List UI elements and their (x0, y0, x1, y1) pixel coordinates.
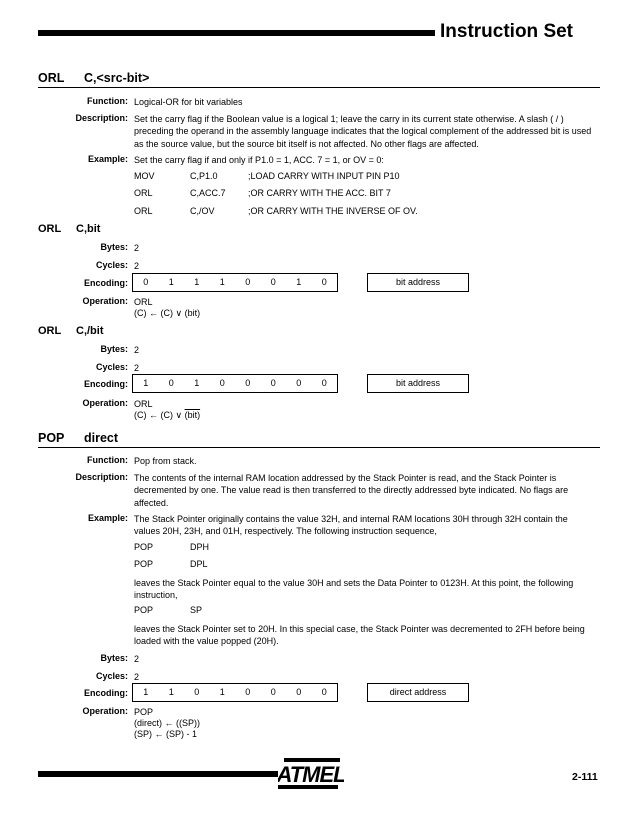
page-number: 2-111 (572, 771, 598, 783)
function-text: Logical-OR for bit variables (134, 97, 243, 107)
operation-line: POP (134, 707, 154, 717)
bytes-value: 2 (134, 345, 140, 355)
orl-bit-mnemonic: ORL (38, 223, 62, 235)
encoding-bit: 0 (168, 378, 174, 388)
encoding-bit: 0 (321, 277, 327, 287)
encoding-bit: 0 (296, 378, 302, 388)
description-label: Description: (75, 472, 128, 482)
header-rule (38, 30, 435, 36)
operation-line: (SP) ← (SP) - 1 (134, 729, 198, 739)
encoding-bit: 0 (321, 687, 327, 697)
code-args: C,ACC.7 (190, 188, 226, 198)
encoding-bit: 1 (296, 277, 302, 287)
orl-bit-operands: C,bit (76, 223, 101, 235)
code-args: DPH (190, 542, 210, 552)
footer-rule (38, 771, 278, 777)
code-args: DPL (190, 559, 208, 569)
operation-label: Operation: (82, 398, 128, 408)
encoding-bit: 0 (143, 277, 149, 287)
orl-nbit-operands: C,/bit (76, 325, 104, 337)
section-rule-orl (38, 87, 600, 88)
function-label: Function: (87, 96, 128, 106)
encoding-bit: 0 (245, 277, 251, 287)
example-text: Set the carry flag if and only if P1.0 = 1, ACC. 7 = 1, or OV = 0: (134, 155, 384, 165)
bytes-value: 2 (134, 243, 140, 253)
encoding-bits (132, 683, 338, 702)
operation-label: Operation: (82, 296, 128, 306)
example-text: The Stack Pointer originally contains the value 32H, and internal RAM locations 30H through 32H contain the values 20H, 23H, and 01H, respectively. The following instruction sequence, (134, 514, 568, 537)
operation-lhs: (C) ← (C) ∨ (134, 308, 185, 318)
code-op: POP (134, 605, 154, 615)
code-op: POP (134, 559, 154, 569)
code-comment: ;LOAD CARRY WITH INPUT PIN P10 (248, 171, 400, 181)
encoding-bit: 1 (168, 277, 174, 287)
orl-operands: C,<src-bit> (84, 71, 150, 85)
logo-text: ATMEL (278, 762, 344, 787)
code-op: POP (134, 542, 154, 552)
encoding-bit: 0 (194, 687, 200, 697)
example-label: Example: (87, 154, 128, 164)
operation-line (134, 307, 594, 319)
encoding-label: Encoding: (84, 688, 128, 698)
orl-mnemonic: ORL (38, 71, 65, 85)
cycles-label: Cycles: (95, 260, 128, 270)
function-label: Function: (87, 455, 128, 465)
encoding-bits (132, 273, 338, 292)
cycles-value: 2 (134, 261, 140, 271)
code-args: C,/OV (190, 206, 215, 216)
operation-inverted-bit: (bit) (184, 410, 201, 420)
function-text: Pop from stack. (134, 456, 197, 466)
example-label: Example: (87, 513, 128, 523)
operation-line: (direct) ← ((SP)) (134, 718, 200, 728)
encoding-bit: 1 (168, 687, 174, 697)
operand-box: direct address (367, 683, 469, 702)
encoding-bit: 1 (219, 277, 225, 287)
code-op: ORL (134, 206, 153, 216)
description-label: Description: (75, 113, 128, 123)
encoding-bit: 1 (219, 687, 225, 697)
operation-rhs: (bit) (184, 308, 201, 318)
code-args: SP (190, 605, 203, 615)
operation-line (134, 409, 594, 421)
operand-box: bit address (367, 374, 469, 393)
example-paragraph: leaves the Stack Pointer equal to the value 30H and sets the Data Pointer to 0123H. At this point, the following instruction, (134, 578, 574, 601)
encoding-bit: 0 (245, 378, 251, 388)
bytes-label: Bytes: (100, 242, 128, 252)
operation-line: ORL (134, 297, 153, 307)
section-rule-pop (38, 447, 600, 448)
atmel-logo-mark (278, 758, 344, 790)
atmel-logo (278, 758, 344, 790)
encoding-bits (132, 374, 338, 393)
encoding-bit: 0 (245, 687, 251, 697)
description-text: The contents of the internal RAM location addressed by the Stack Pointer is read, and the Stack Pointer is decremented by one. The value read is then transferred to the directly addressed byte indicated. No flags are affected. (134, 473, 569, 508)
bytes-label: Bytes: (100, 653, 128, 663)
cycles-value: 2 (134, 672, 140, 682)
cycles-label: Cycles: (95, 362, 128, 372)
code-comment: ;OR CARRY WITH THE ACC. BIT 7 (248, 188, 391, 198)
operation-lhs: (C) ← (C) ∨ (134, 410, 185, 420)
page-title: Instruction Set (440, 21, 574, 42)
bytes-value: 2 (134, 654, 140, 664)
code-op: ORL (134, 188, 153, 198)
encoding-bit: 1 (143, 378, 149, 388)
orl-nbit-mnemonic: ORL (38, 325, 62, 337)
encoding-bit: 1 (194, 378, 200, 388)
cycles-value: 2 (134, 363, 140, 373)
encoding-bit: 0 (296, 687, 302, 697)
encoding-bit: 0 (219, 378, 225, 388)
code-comment: ;OR CARRY WITH THE INVERSE OF OV. (248, 206, 418, 216)
operation-label: Operation: (82, 706, 128, 716)
encoding-bit: 1 (194, 277, 200, 287)
encoding-bit: 0 (270, 687, 276, 697)
encoding-label: Encoding: (84, 278, 128, 288)
pop-mnemonic: POP (38, 431, 65, 445)
example-paragraph: leaves the Stack Pointer set to 20H. In this special case, the Stack Pointer was decremented to 2FH before being loaded with the value popped (20H). (134, 624, 585, 647)
bytes-label: Bytes: (100, 344, 128, 354)
operand-box: bit address (367, 273, 469, 292)
encoding-label: Encoding: (84, 379, 128, 389)
operation-line: ORL (134, 399, 153, 409)
code-op: MOV (134, 171, 155, 181)
pop-operands: direct (84, 431, 119, 445)
encoding-bit: 1 (143, 687, 149, 697)
encoding-bit: 0 (321, 378, 327, 388)
encoding-bit: 0 (270, 378, 276, 388)
description-text: Set the carry flag if the Boolean value is a logical 1; leave the carry in its current state otherwise. A slash ( / ) preceding the operand in the assembly language indicates that the logical complement of the addressed bit is used as the source value, but the source bit itself is not affected. No other flags are affected. (134, 114, 592, 149)
cycles-label: Cycles: (95, 671, 128, 681)
encoding-bit: 0 (270, 277, 276, 287)
code-args: C,P1.0 (190, 171, 218, 181)
